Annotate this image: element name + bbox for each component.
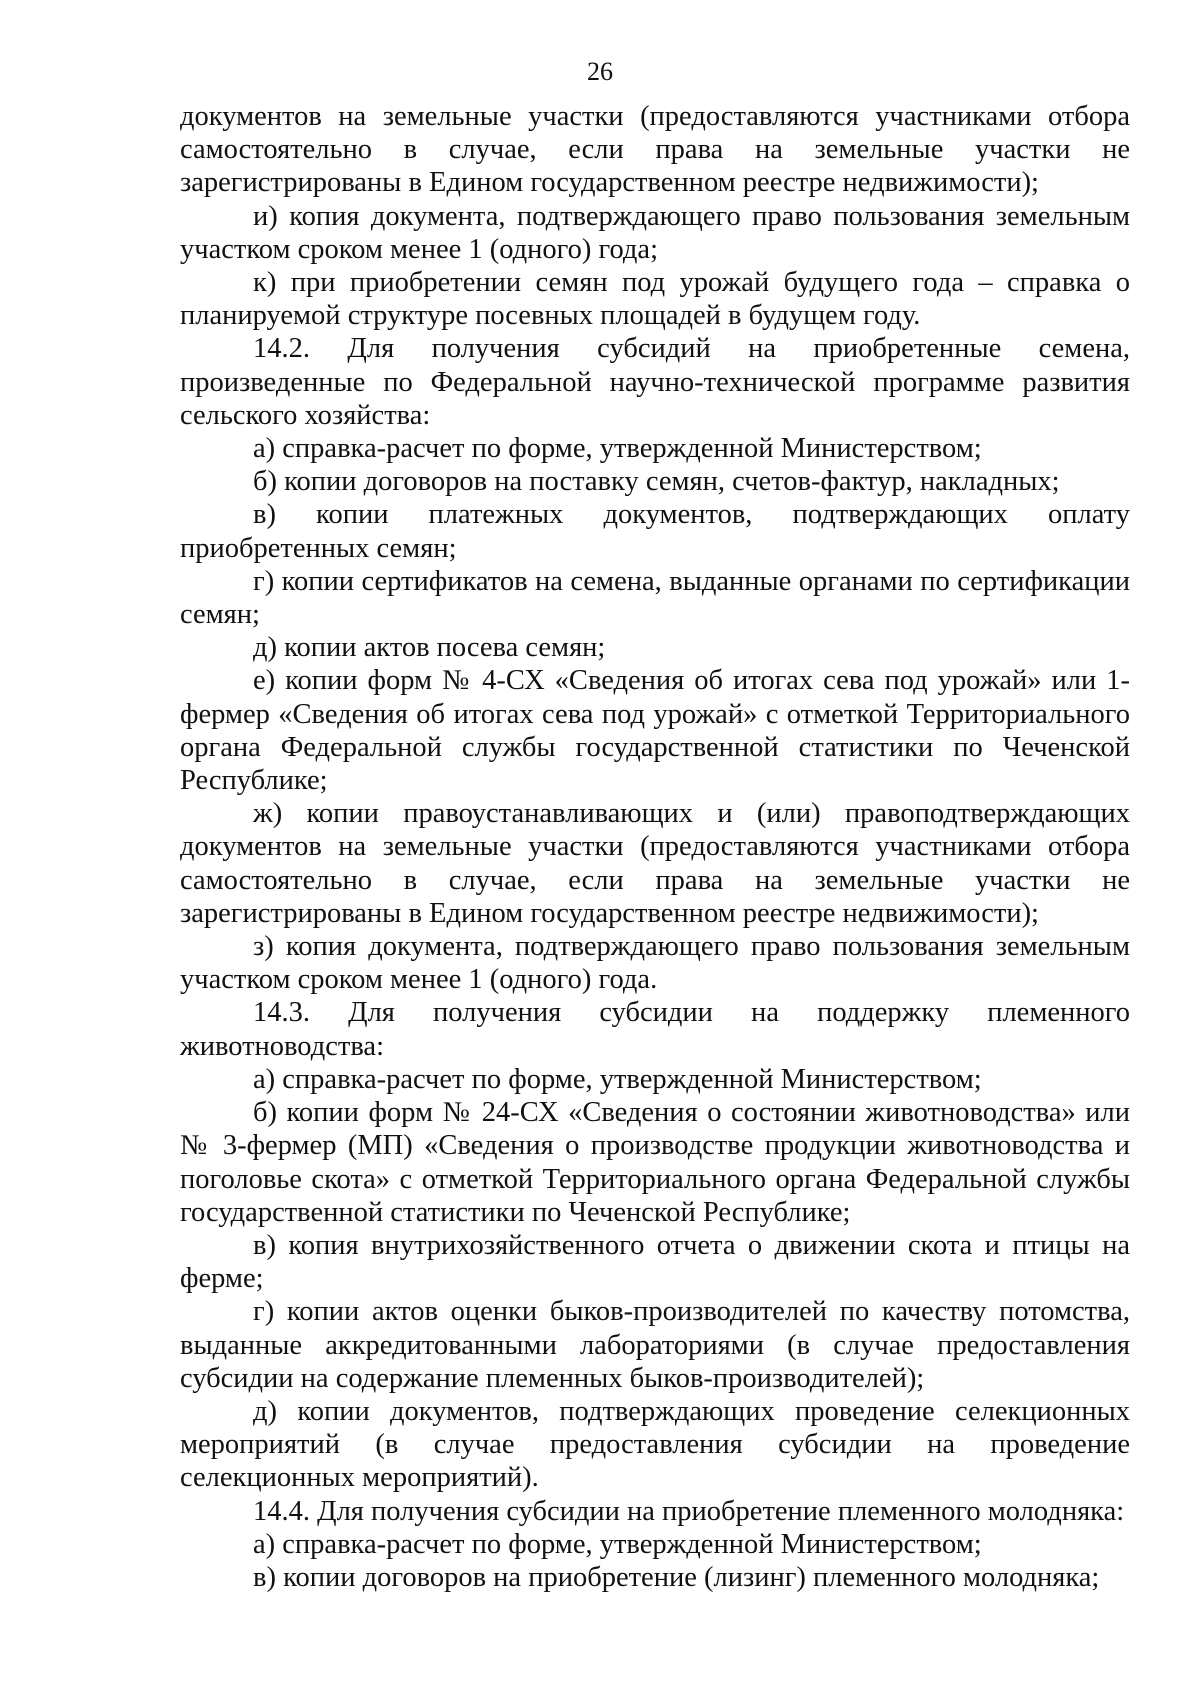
paragraph: а) справка-расчет по форме, утвержденной Министерством; [253,1528,982,1560]
paragraph: а) справка-расчет по форме, утвержденной Министерством; [253,1063,982,1095]
paragraph: 14.2. Для получения субсидий на приобретенные семена, произведенные по Федеральной научно-технической программе развития сельского хозяйства: [180,333,1130,431]
paragraph: з) копия документа, подтверждающего право пользования земельным участком сроком менее 1 (одного) года. [180,931,1130,996]
paragraph: в) копии договоров на приобретение (лизинг) племенного молодняка; [253,1561,1100,1593]
document-body [180,100,1130,1594]
paragraph: г) копии актов оценки быков-производителей по качеству потомства, выданные аккредитованными лабораториями (в случае предоставления субсидии на содержание племенных быков-производителей); [180,1296,1130,1394]
paragraph: документов на земельные участки (предоставляются участниками отбора самостоятельно в случае, если права на земельные участки не зарегистрированы в Едином государственном реестре недвижимости); [180,101,1130,199]
paragraph: а) справка-расчет по форме, утвержденной Министерством; [253,433,982,465]
paragraph: д) копии документов, подтверждающих проведение селекционных мероприятий (в случае предоставления субсидии на проведение селекционных мероприятий). [180,1395,1130,1494]
paragraph: е) копии форм № 4-СХ «Сведения об итогах сева под урожай» или 1-фермер «Сведения об итогах сева под урожай» с отметкой Территориального органа Федеральной службы государственной статистики по Чеченской Республике; [180,665,1130,797]
paragraph: ж) копии правоустанавливающих и (или) правоподтверждающих документов на земельные участки (предоставляются участниками отбора самостоятельно в случае, если права на земельные участки не зарегистрированы в Едином государственном реестре недвижимости); [180,798,1130,929]
paragraph: в) копии платежных документов, подтверждающих оплату приобретенных семян; [180,499,1130,564]
paragraph: 14.4. Для получения субсидии на приобретение племенного молодняка: [253,1495,1125,1527]
paragraph: г) копии сертификатов на семена, выданные органами по сертификации семян; [180,565,1130,631]
paragraph: в) копия внутрихозяйственного отчета о движении скота и птицы на ферме; [180,1229,1130,1295]
page-number: 26 [587,57,613,86]
paragraph: д) копии актов посева семян; [253,632,606,664]
paragraph: б) копии форм № 24-СХ «Сведения о состоянии животноводства» или № 3-фермер (МП) «Сведения о производстве продукции животноводства и поголовье скота» с отметкой Территориального органа Федеральной службы государственной статистики по Чеченской Республике; [180,1097,1130,1228]
paragraph: к) при приобретении семян под урожай будущего года – справка о планируемой структуре посевных площадей в будущем году. [180,267,1130,332]
paragraph: 14.3. Для получения субсидии на поддержку племенного животноводства: [180,997,1130,1062]
paragraph: б) копии договоров на поставку семян, счетов-фактур, накладных; [253,466,1060,498]
paragraph: и) копия документа, подтверждающего право пользования земельным участком сроком менее 1 (одного) года; [180,200,1130,265]
